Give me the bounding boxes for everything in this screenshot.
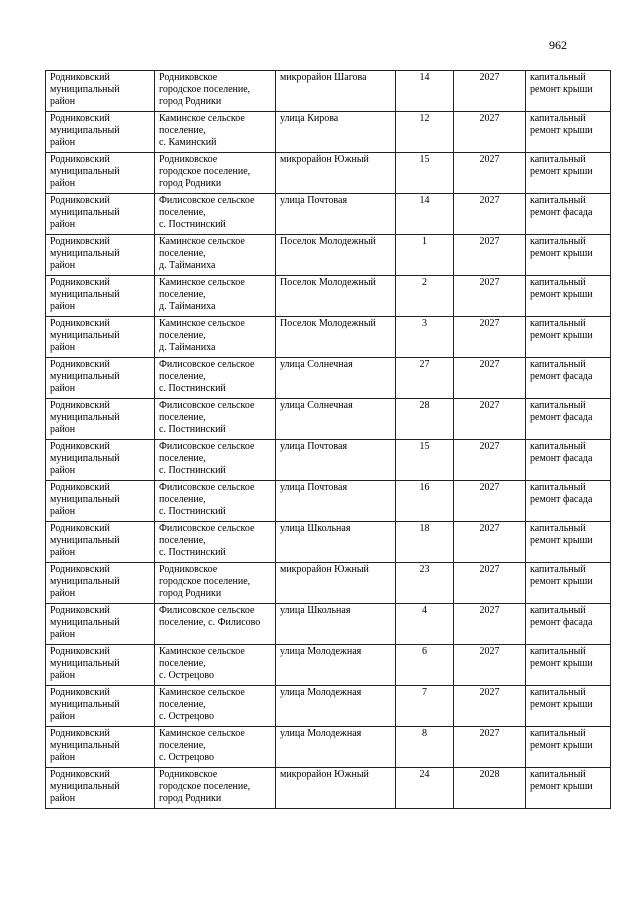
district-cell-text: Родниковский муниципальный район — [50, 523, 120, 558]
table-row — [46, 276, 611, 317]
work-type-cell — [526, 481, 611, 522]
house-number-cell-text: 18 — [419, 523, 430, 534]
work-type-cell — [526, 276, 611, 317]
district-cell — [46, 768, 155, 809]
table-body — [46, 71, 611, 809]
house-number-cell — [396, 481, 454, 522]
house-number-cell-text: 27 — [419, 359, 430, 370]
settlement-cell — [155, 563, 276, 604]
street-cell — [276, 112, 396, 153]
year-cell — [454, 563, 526, 604]
district-cell-text: Родниковский муниципальный район — [50, 605, 120, 640]
house-number-cell — [396, 727, 454, 768]
street-cell — [276, 194, 396, 235]
street-cell — [276, 563, 396, 604]
settlement-cell-text: Родниковское городское поселение, город Родники — [159, 769, 251, 804]
settlement-cell-text: Каминское сельское поселение, с. Острецово — [159, 646, 245, 681]
year-cell — [454, 686, 526, 727]
district-cell-text: Родниковский муниципальный район — [50, 687, 120, 722]
work-type-cell — [526, 235, 611, 276]
street-cell-text: улица Кирова — [280, 113, 339, 124]
house-number-cell-text: 24 — [419, 769, 430, 780]
table-row — [46, 194, 611, 235]
street-cell — [276, 604, 396, 645]
house-number-cell — [396, 235, 454, 276]
year-cell-text: 2028 — [479, 769, 500, 780]
settlement-cell — [155, 768, 276, 809]
work-type-cell — [526, 71, 611, 112]
table-row — [46, 727, 611, 768]
street-cell-text: улица Молодежная — [280, 728, 362, 739]
house-number-cell-text: 23 — [419, 564, 430, 575]
house-number-cell — [396, 358, 454, 399]
year-cell-text: 2027 — [479, 687, 500, 698]
settlement-cell-text: Филисовское сельское поселение, с. Постнинский — [159, 482, 255, 517]
settlement-cell — [155, 727, 276, 768]
settlement-cell-text: Каминское сельское поселение, д. Тайманиха — [159, 318, 245, 353]
house-number-cell-text: 15 — [419, 441, 430, 452]
street-cell-text: Поселок Молодежный — [280, 318, 376, 329]
settlement-cell-text: Филисовское сельское поселение, с. Постнинский — [159, 359, 255, 394]
year-cell — [454, 399, 526, 440]
table-row — [46, 440, 611, 481]
year-cell-text: 2027 — [479, 728, 500, 739]
work-type-cell-text: капитальный ремонт фасада — [530, 400, 593, 423]
house-number-cell — [396, 686, 454, 727]
district-cell — [46, 522, 155, 563]
street-cell — [276, 358, 396, 399]
year-cell-text: 2027 — [479, 482, 500, 493]
district-cell — [46, 563, 155, 604]
work-type-cell — [526, 604, 611, 645]
district-cell — [46, 194, 155, 235]
street-cell — [276, 481, 396, 522]
year-cell-text: 2027 — [479, 564, 500, 575]
house-number-cell-text: 28 — [419, 400, 430, 411]
street-cell — [276, 71, 396, 112]
district-cell-text: Родниковский муниципальный район — [50, 236, 120, 271]
district-cell-text: Родниковский муниципальный район — [50, 728, 120, 763]
district-cell — [46, 71, 155, 112]
table-row — [46, 317, 611, 358]
settlement-cell — [155, 399, 276, 440]
year-cell-text: 2027 — [479, 318, 500, 329]
table-row — [46, 399, 611, 440]
work-type-cell — [526, 686, 611, 727]
settlement-cell — [155, 235, 276, 276]
table-row — [46, 686, 611, 727]
settlement-cell — [155, 522, 276, 563]
work-type-cell — [526, 399, 611, 440]
settlement-cell-text: Каминское сельское поселение, с. Каминский — [159, 113, 245, 148]
house-number-cell — [396, 399, 454, 440]
street-cell-text: микрорайон Южный — [280, 564, 369, 575]
year-cell — [454, 522, 526, 563]
work-type-cell — [526, 563, 611, 604]
work-type-cell-text: капитальный ремонт крыши — [530, 564, 593, 587]
house-number-cell-text: 4 — [422, 605, 427, 616]
work-type-cell-text: капитальный ремонт фасада — [530, 605, 593, 628]
work-type-cell-text: капитальный ремонт крыши — [530, 236, 593, 259]
work-type-cell-text: капитальный ремонт крыши — [530, 277, 593, 300]
year-cell-text: 2027 — [479, 277, 500, 288]
district-cell-text: Родниковский муниципальный район — [50, 154, 120, 189]
district-cell — [46, 235, 155, 276]
street-cell-text: микрорайон Южный — [280, 769, 369, 780]
settlement-cell-text: Родниковское городское поселение, город Родники — [159, 564, 251, 599]
street-cell-text: улица Молодежная — [280, 646, 362, 657]
settlement-cell-text: Филисовское сельское поселение, с. Постнинский — [159, 523, 255, 558]
district-cell-text: Родниковский муниципальный район — [50, 72, 120, 107]
district-cell-text: Родниковский муниципальный район — [50, 318, 120, 353]
house-number-cell-text: 6 — [422, 646, 427, 657]
work-type-cell-text: капитальный ремонт крыши — [530, 318, 593, 341]
street-cell — [276, 440, 396, 481]
street-cell-text: улица Почтовая — [280, 195, 348, 206]
year-cell — [454, 358, 526, 399]
house-number-cell-text: 8 — [422, 728, 427, 739]
district-cell-text: Родниковский муниципальный район — [50, 769, 120, 804]
table-row — [46, 604, 611, 645]
district-cell-text: Родниковский муниципальный район — [50, 482, 120, 517]
settlement-cell — [155, 604, 276, 645]
settlement-cell — [155, 112, 276, 153]
settlement-cell — [155, 276, 276, 317]
work-type-cell-text: капитальный ремонт фасада — [530, 359, 593, 382]
work-type-cell — [526, 645, 611, 686]
district-cell-text: Родниковский муниципальный район — [50, 441, 120, 476]
table-row — [46, 481, 611, 522]
district-cell-text: Родниковский муниципальный район — [50, 646, 120, 681]
table-row — [46, 71, 611, 112]
street-cell-text: микрорайон Южный — [280, 154, 369, 165]
settlement-cell — [155, 317, 276, 358]
settlement-cell — [155, 645, 276, 686]
district-cell — [46, 481, 155, 522]
house-number-cell-text: 14 — [419, 72, 430, 83]
year-cell-text: 2027 — [479, 113, 500, 124]
house-number-cell — [396, 604, 454, 645]
work-type-cell — [526, 768, 611, 809]
street-cell — [276, 399, 396, 440]
street-cell — [276, 276, 396, 317]
settlement-cell-text: Родниковское городское поселение, город Родники — [159, 154, 251, 189]
table-row — [46, 768, 611, 809]
street-cell-text: улица Молодежная — [280, 687, 362, 698]
house-number-cell — [396, 153, 454, 194]
year-cell-text: 2027 — [479, 72, 500, 83]
work-type-cell — [526, 194, 611, 235]
settlement-cell — [155, 440, 276, 481]
house-number-cell — [396, 440, 454, 481]
house-number-cell-text: 7 — [422, 687, 427, 698]
district-cell — [46, 317, 155, 358]
street-cell — [276, 727, 396, 768]
year-cell — [454, 727, 526, 768]
settlement-cell-text: Каминское сельское поселение, д. Тайманиха — [159, 277, 245, 312]
year-cell-text: 2027 — [479, 359, 500, 370]
house-number-cell — [396, 317, 454, 358]
house-number-cell — [396, 112, 454, 153]
year-cell — [454, 194, 526, 235]
house-number-cell-text: 1 — [422, 236, 427, 247]
year-cell-text: 2027 — [479, 400, 500, 411]
street-cell-text: улица Солнечная — [280, 400, 353, 411]
settlement-cell-text: Каминское сельское поселение, с. Острецово — [159, 728, 245, 763]
settlement-cell — [155, 153, 276, 194]
district-cell — [46, 153, 155, 194]
house-number-cell — [396, 645, 454, 686]
district-cell — [46, 358, 155, 399]
house-number-cell — [396, 71, 454, 112]
street-cell — [276, 153, 396, 194]
district-cell-text: Родниковский муниципальный район — [50, 564, 120, 599]
house-number-cell-text: 2 — [422, 277, 427, 288]
work-type-cell — [526, 358, 611, 399]
work-type-cell-text: капитальный ремонт крыши — [530, 769, 593, 792]
district-cell — [46, 727, 155, 768]
table-row — [46, 153, 611, 194]
repair-schedule-table — [45, 70, 611, 809]
house-number-cell — [396, 522, 454, 563]
work-type-cell — [526, 440, 611, 481]
district-cell — [46, 112, 155, 153]
street-cell — [276, 317, 396, 358]
house-number-cell-text: 3 — [422, 318, 427, 329]
settlement-cell — [155, 686, 276, 727]
work-type-cell — [526, 317, 611, 358]
year-cell — [454, 645, 526, 686]
settlement-cell-text: Родниковское городское поселение, город Родники — [159, 72, 251, 107]
street-cell-text: улица Школьная — [280, 523, 351, 534]
year-cell — [454, 768, 526, 809]
street-cell-text: улица Солнечная — [280, 359, 353, 370]
house-number-cell — [396, 563, 454, 604]
year-cell — [454, 440, 526, 481]
house-number-cell — [396, 194, 454, 235]
district-cell — [46, 645, 155, 686]
district-cell-text: Родниковский муниципальный район — [50, 277, 120, 312]
table-row — [46, 645, 611, 686]
year-cell-text: 2027 — [479, 646, 500, 657]
street-cell — [276, 522, 396, 563]
work-type-cell-text: капитальный ремонт фасада — [530, 195, 593, 218]
year-cell — [454, 276, 526, 317]
year-cell-text: 2027 — [479, 236, 500, 247]
settlement-cell — [155, 358, 276, 399]
work-type-cell-text: капитальный ремонт крыши — [530, 72, 593, 95]
settlement-cell — [155, 481, 276, 522]
house-number-cell — [396, 768, 454, 809]
table-row — [46, 235, 611, 276]
year-cell-text: 2027 — [479, 523, 500, 534]
settlement-cell — [155, 194, 276, 235]
settlement-cell-text: Филисовское сельское поселение, с. Постнинский — [159, 400, 255, 435]
district-cell — [46, 440, 155, 481]
year-cell-text: 2027 — [479, 441, 500, 452]
year-cell-text: 2027 — [479, 605, 500, 616]
table-row — [46, 358, 611, 399]
year-cell-text: 2027 — [479, 154, 500, 165]
house-number-cell — [396, 276, 454, 317]
work-type-cell — [526, 112, 611, 153]
year-cell — [454, 317, 526, 358]
house-number-cell-text: 14 — [419, 195, 430, 206]
work-type-cell-text: капитальный ремонт крыши — [530, 154, 593, 177]
work-type-cell-text: капитальный ремонт крыши — [530, 113, 593, 136]
year-cell — [454, 604, 526, 645]
district-cell-text: Родниковский муниципальный район — [50, 113, 120, 148]
year-cell — [454, 112, 526, 153]
district-cell — [46, 399, 155, 440]
district-cell — [46, 686, 155, 727]
work-type-cell-text: капитальный ремонт фасада — [530, 482, 593, 505]
street-cell-text: микрорайон Шагова — [280, 72, 367, 83]
street-cell-text: Поселок Молодежный — [280, 236, 376, 247]
house-number-cell-text: 12 — [419, 113, 430, 124]
work-type-cell-text: капитальный ремонт крыши — [530, 687, 593, 710]
settlement-cell-text: Филисовское сельское поселение, с. Филисово — [159, 605, 261, 628]
street-cell — [276, 645, 396, 686]
street-cell — [276, 235, 396, 276]
work-type-cell-text: капитальный ремонт крыши — [530, 728, 593, 751]
settlement-cell-text: Филисовское сельское поселение, с. Постнинский — [159, 441, 255, 476]
street-cell-text: улица Школьная — [280, 605, 351, 616]
year-cell — [454, 71, 526, 112]
settlement-cell-text: Каминское сельское поселение, д. Тайманиха — [159, 236, 245, 271]
table-row — [46, 563, 611, 604]
house-number-cell-text: 15 — [419, 154, 430, 165]
district-cell-text: Родниковский муниципальный район — [50, 400, 120, 435]
year-cell — [454, 481, 526, 522]
work-type-cell — [526, 522, 611, 563]
table-row — [46, 522, 611, 563]
work-type-cell — [526, 153, 611, 194]
district-cell — [46, 604, 155, 645]
year-cell — [454, 235, 526, 276]
district-cell-text: Родниковский муниципальный район — [50, 195, 120, 230]
street-cell-text: Поселок Молодежный — [280, 277, 376, 288]
year-cell — [454, 153, 526, 194]
street-cell-text: улица Почтовая — [280, 482, 348, 493]
district-cell-text: Родниковский муниципальный район — [50, 359, 120, 394]
year-cell-text: 2027 — [479, 195, 500, 206]
street-cell — [276, 686, 396, 727]
street-cell-text: улица Почтовая — [280, 441, 348, 452]
work-type-cell — [526, 727, 611, 768]
house-number-cell-text: 16 — [419, 482, 430, 493]
table-row — [46, 112, 611, 153]
street-cell — [276, 768, 396, 809]
page-number: 962 — [549, 38, 567, 52]
work-type-cell-text: капитальный ремонт крыши — [530, 523, 593, 546]
settlement-cell-text: Филисовское сельское поселение, с. Постнинский — [159, 195, 255, 230]
settlement-cell — [155, 71, 276, 112]
work-type-cell-text: капитальный ремонт фасада — [530, 441, 593, 464]
settlement-cell-text: Каминское сельское поселение, с. Острецово — [159, 687, 245, 722]
district-cell — [46, 276, 155, 317]
work-type-cell-text: капитальный ремонт крыши — [530, 646, 593, 669]
